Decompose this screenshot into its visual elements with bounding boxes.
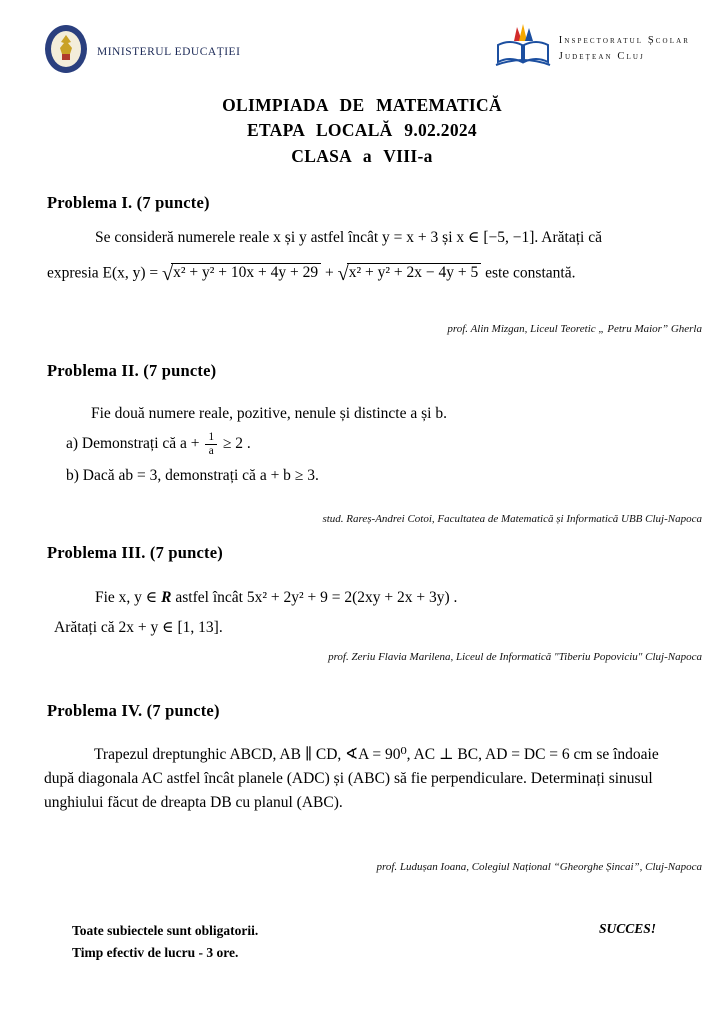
problem-2-intro: Fie două numere reale, pozitive, nenule și distincte a și b. [91,404,447,422]
problem-1-expression [47,255,682,293]
footer-note-2: Timp efectiv de lucru - 3 ore. [72,944,239,960]
item-b-label: b) [66,467,79,485]
item-a-text-post: ≥ 2 . [222,435,251,453]
problem-2-item-a [66,431,724,458]
problem-1-statement [47,227,682,293]
problem-1-line-1: Se consideră numerele reale x și y astfel încât y = x + 3 și x ∈ [−5, −1]. Arătați că [95,229,602,247]
radical-sign: √ [337,262,349,285]
fraction-1-over-a [205,431,217,458]
sqrt-expression-2 [338,255,482,293]
document-header [0,0,724,79]
item-a-label: a) [66,435,79,453]
radicand-2: x² + y² + 2x − 4y + 5 [347,263,482,281]
problem-3 [0,543,724,662]
inspectorate-name-line1: Inspectoratul Școlar [558,35,690,47]
inspectorate-name [559,33,690,63]
document-title [0,93,724,169]
reals-symbol: R [161,589,172,607]
item-b-text: Dacă ab = 3, demonstrați că a + b ≥ 3. [82,467,319,485]
problem-4-statement: Trapezul dreptunghic ABCD, AB ∥ CD, ∢A = 90⁰, AC ⊥ BC, AD = DC = 6 cm se îndoaie după diagonala AC astfel încât planele (ADC) și (ABC) să fie perpendiculare. Determinați sinusul unghiului făcut de dreapta DB cu planul (ABC). [44,745,659,811]
problem-2-heading: Problema II. (7 puncte) [47,360,217,380]
problem-1 [0,193,724,335]
radicand-1: x² + y² + 10x + 4y + 29 [171,263,321,281]
problem-3-line-2: Arătați că 2x + y ∈ [1, 13]. [54,618,223,636]
plus-sign: + [325,264,334,282]
problem-2-attribution: stud. Rareș-Andrei Cotoi, Facultatea de Matematică și Informatică UBB Cluj-Napoca [322,513,702,526]
radical-sign: √ [162,262,174,285]
footer-note-1: Toate subiectele sunt obligatorii. [72,923,259,938]
problem-3-line-1 [47,587,682,609]
problem-4 [0,701,724,873]
inspectorate-block [494,24,690,73]
problem-4-heading: Problema IV. (7 puncte) [47,700,220,720]
inspectorate-name-line2: Județean Cluj [558,50,645,62]
problem-3-heading: Problema III. (7 puncte) [47,543,223,563]
open-book-logo-icon [494,24,552,73]
expression-prefix: expresia E(x, y) = [47,264,159,282]
line-1-pre: Fie x, y ∈ [95,589,158,607]
romania-coat-of-arms-icon [44,24,88,79]
ministry-block [44,24,240,79]
line-1-post: astfel încât 5x² + 2y² + 9 = 2(2xy + 2x + 3y) . [175,589,458,607]
fraction-numerator: 1 [205,431,217,445]
item-a-text-pre: Demonstrați că a + [81,435,200,453]
problem-4-attribution: prof. Ludușan Ioana, Colegiul Național “Gheorghe Șincai”, Cluj-Napoca [376,860,702,873]
ministry-name: MINISTERUL EDUCAȚIEI [97,45,241,58]
success-message: SUCCES! [598,921,656,936]
problem-1-attribution: prof. Alin Mizgan, Liceul Teoretic „ Petru Maior” Gherla [447,322,702,335]
problem-3-attribution: prof. Zeriu Flavia Marilena, Liceul de Informatică "Tiberiu Popoviciu" Cluj-Napoca [328,650,702,663]
problem-1-heading: Problema I. (7 puncte) [47,193,210,213]
footer-notes [72,920,258,963]
fraction-denominator: a [208,445,214,458]
sqrt-expression-1 [162,255,321,293]
title-line-3: CLASA a VIII-a [291,145,433,166]
problem-2-item-b [66,464,724,487]
expression-suffix: este constantă. [485,264,576,282]
document-footer [72,920,656,963]
title-line-2: ETAPA LOCALĂ 9.02.2024 [247,120,477,141]
problem-2 [0,361,724,525]
title-line-1: OLIMPIADA DE MATEMATICĂ [222,95,502,115]
